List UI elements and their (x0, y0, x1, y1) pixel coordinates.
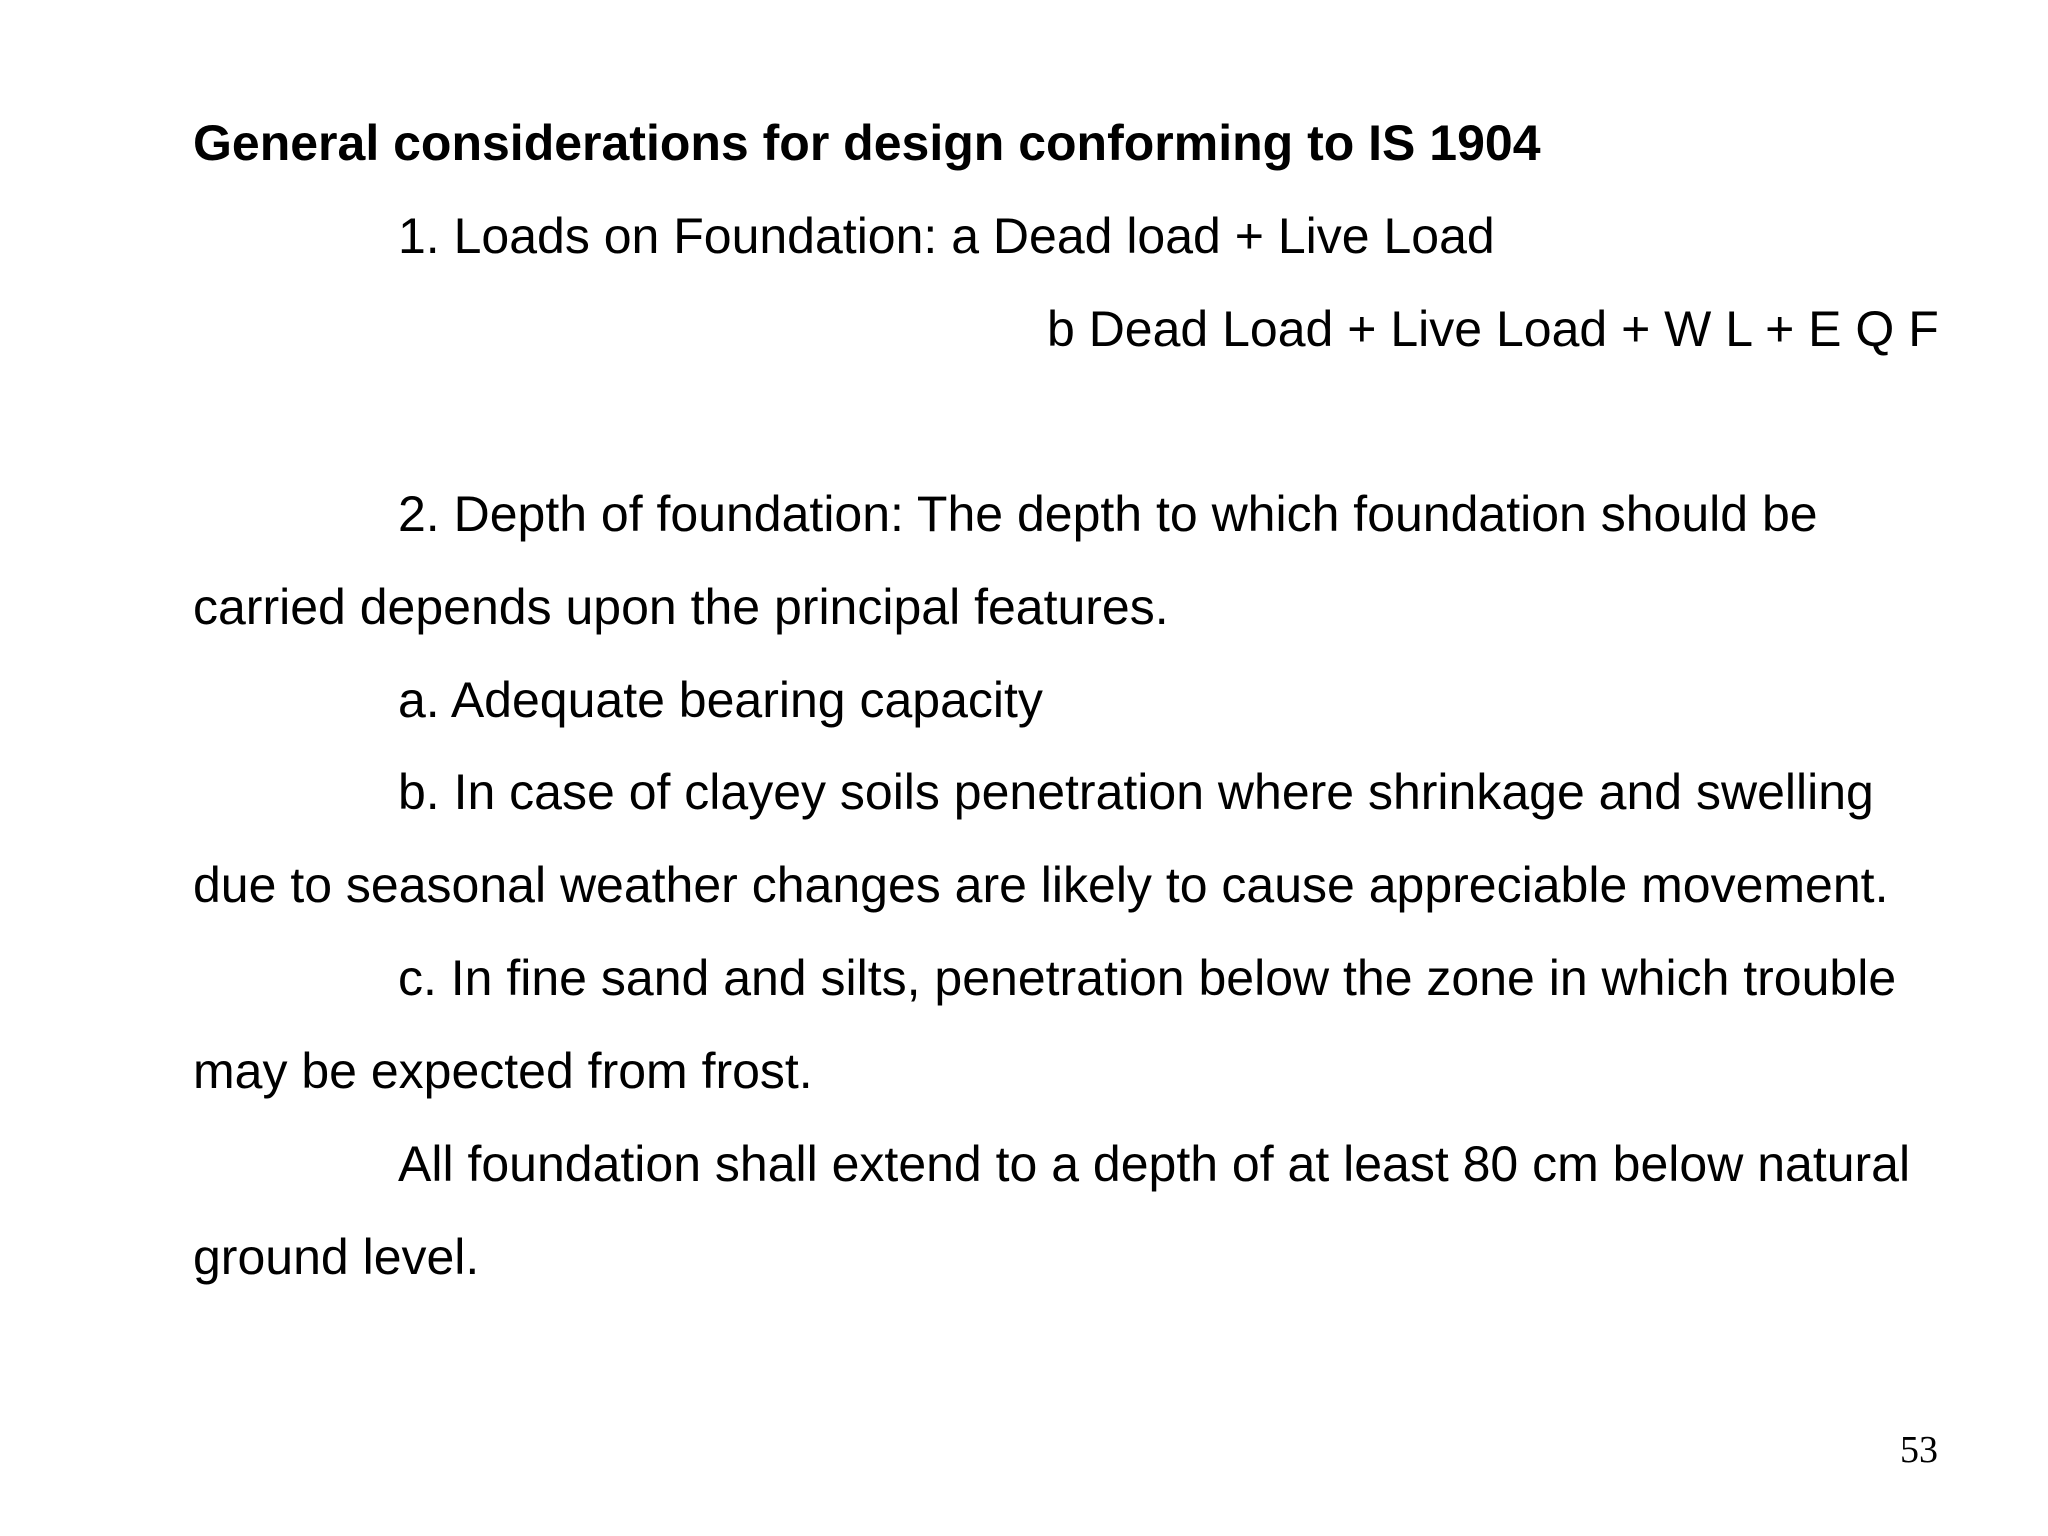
item-1-loads-line-a: 1. Loads on Foundation: a Dead load + Live Load (398, 208, 1495, 264)
sub-item-a: a. Adequate bearing capacity (398, 672, 1043, 728)
closing-line-1: All foundation shall extend to a depth of at least 80 cm below natural (398, 1136, 1911, 1192)
slide-title: General considerations for design conforming to IS 1904 (193, 115, 1541, 171)
sub-item-b-line-1: b. In case of clayey soils penetration where shrinkage and swelling (398, 764, 1874, 820)
sub-item-c-line-2: may be expected from frost. (193, 1043, 813, 1099)
sub-item-b-line-2: due to seasonal weather changes are likely to cause appreciable movement. (193, 857, 1889, 913)
closing-line-2: ground level. (193, 1229, 480, 1285)
item-1-loads-line-b: b Dead Load + Live Load + W L + E Q F (1047, 301, 1939, 357)
sub-item-c-line-1: c. In fine sand and silts, penetration below the zone in which trouble (398, 950, 1897, 1006)
page-number: 53 (1900, 1429, 1938, 1471)
item-2-depth-line-1: 2. Depth of foundation: The depth to which foundation should be (398, 486, 1818, 542)
item-2-depth-line-2: carried depends upon the principal features. (193, 579, 1169, 635)
